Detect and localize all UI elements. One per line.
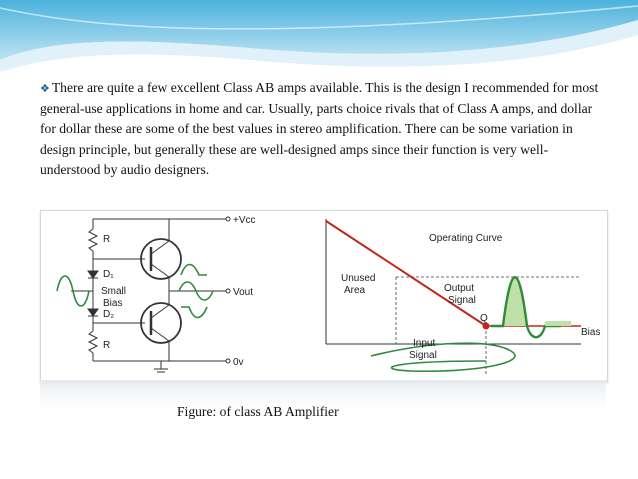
bias-label: Bias — [103, 298, 123, 309]
header-wave-decoration — [0, 0, 638, 75]
upper-output-wave — [181, 265, 207, 276]
output-signal-wave — [491, 277, 561, 337]
q-label: Q — [480, 313, 488, 324]
circuit-diagram — [71, 217, 230, 372]
vout-label: Vout — [233, 287, 254, 298]
d2-label: D₂ — [103, 309, 115, 320]
bullet-paragraph — [40, 78, 600, 180]
r1-label: R — [103, 234, 111, 245]
bullet-text: There are quite a few excellent Class AB amps available. This is the design I recommended for most general-use applications in home and car. Usually, parts choice rivals that of Class A amps, and dollar for dollar these are some of the best values in stereo amplification. There can be some variation in design principle, but generally these are well-designed amps since their function is very well-understood by audio designers. — [40, 80, 599, 177]
amplifier-figure-drawing — [41, 211, 607, 381]
operating-curve-title: Operating Curve — [429, 233, 503, 244]
small-label: Small — [101, 286, 127, 297]
lower-output-wave — [181, 307, 207, 318]
vcc-label: +Vcc — [233, 215, 256, 226]
bias-axis-label: Bias — [581, 327, 601, 338]
input-signal-label: Signal — [409, 350, 437, 361]
input-signal-wave — [371, 343, 515, 371]
zero-v-label: 0v — [233, 357, 244, 368]
d1-label: D₁ — [103, 269, 114, 280]
input-label: Input — [413, 338, 436, 349]
unused-label: Unused — [341, 273, 376, 284]
r2-label: R — [103, 340, 111, 351]
diamond-bullet-icon: ❖ — [40, 83, 50, 95]
area-label: Area — [344, 285, 366, 296]
figure-caption: Figure: of class AB Amplifier — [177, 404, 339, 419]
reflection-decoration — [0, 380, 638, 479]
amplifier-figure — [40, 210, 608, 382]
output-label: Output — [444, 283, 475, 294]
output-signal-label: Signal — [448, 295, 476, 306]
